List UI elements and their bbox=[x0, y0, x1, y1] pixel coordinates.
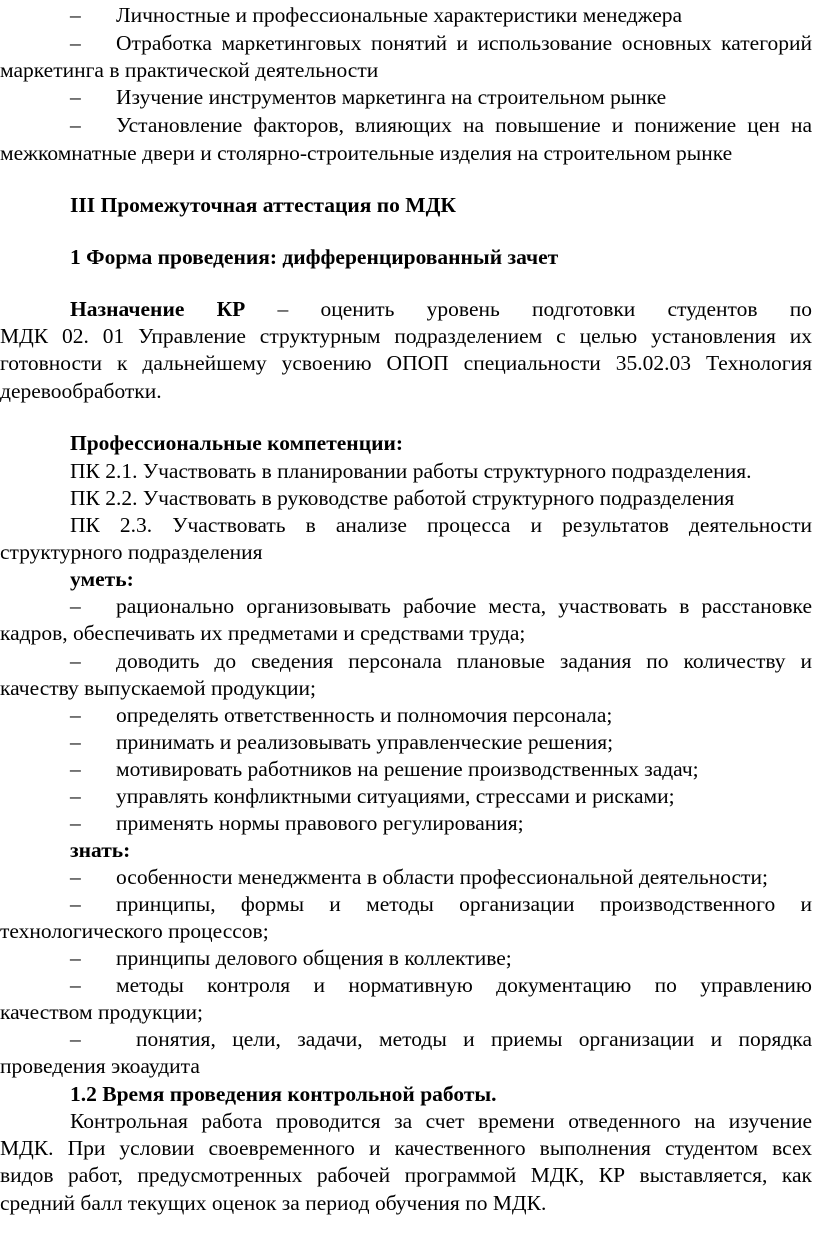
list-item bbox=[0, 891, 816, 918]
form-heading: 1 Форма проведения: дифференцированный зачет bbox=[70, 245, 559, 269]
list-item-text: Личностные и профессиональные характеристики менеджера bbox=[116, 3, 683, 27]
list-item bbox=[0, 648, 816, 675]
list-item bbox=[0, 30, 816, 57]
dash-bullet: – bbox=[70, 784, 81, 808]
list-item-continuation: качеству выпускаемой продукции; bbox=[0, 676, 317, 700]
list-item bbox=[0, 729, 816, 756]
purpose-line: деревообработки. bbox=[0, 379, 162, 403]
list-item-text: особенности менеджмента в области профессиональной деятельности; bbox=[116, 865, 768, 889]
list-item-text: методы контроля и нормативную документацию по управлению bbox=[116, 973, 812, 997]
list-item-text: Установление факторов, влияющих на повышение и понижение цен на bbox=[116, 113, 812, 137]
competency-item-continuation: структурного подразделения bbox=[0, 540, 263, 564]
dash-bullet: – bbox=[70, 85, 81, 109]
time-paragraph-line: видов работ, предусмотренных рабочей программой МДК, КР выставляется, как bbox=[0, 1163, 812, 1187]
dash-bullet: – bbox=[70, 113, 81, 137]
section-heading: III Промежуточная аттестация по МДК bbox=[70, 193, 456, 217]
list-item-text: рационально организовывать рабочие места, участвовать в расстановке bbox=[116, 594, 812, 618]
time-paragraph-line: Контрольная работа проводится за счет времени отведенного на изучение bbox=[70, 1109, 812, 1133]
list-item-text: определять ответственность и полномочия персонала; bbox=[116, 703, 613, 727]
list-item bbox=[0, 84, 816, 111]
list-item bbox=[0, 593, 816, 620]
dash-bullet: – bbox=[70, 757, 81, 781]
skills-label: уметь: bbox=[70, 567, 134, 591]
time-heading: 1.2 Время проведения контрольной работы. bbox=[70, 1082, 497, 1106]
purpose-line: МДК 02. 01 Управление структурным подразделением с целью установления их bbox=[0, 324, 812, 348]
dash-bullet: – bbox=[70, 703, 81, 727]
dash-bullet: – bbox=[70, 973, 81, 997]
purpose-text: – оценить уровень подготовки студентов по bbox=[277, 297, 812, 321]
list-item-continuation: маркетинга в практической деятельности bbox=[0, 58, 379, 82]
dash-bullet: – bbox=[70, 730, 81, 754]
time-paragraph-line: средний балл текущих оценок за период обучения по МДК. bbox=[0, 1191, 547, 1215]
purpose-line bbox=[0, 296, 816, 323]
list-item-text: управлять конфликтными ситуациями, стрессами и рисками; bbox=[116, 784, 675, 808]
list-item-continuation: качеством продукции; bbox=[0, 1000, 203, 1024]
dash-bullet: – bbox=[70, 31, 81, 55]
competency-item: ПК 2.3. Участвовать в анализе процесса и результатов деятельности bbox=[70, 513, 812, 537]
dash-bullet: – bbox=[70, 649, 81, 673]
dash-bullet: – bbox=[70, 1027, 81, 1051]
dash-bullet: – bbox=[70, 946, 81, 970]
list-item-continuation: кадров, обеспечивать их предметами и средствами труда; bbox=[0, 621, 526, 645]
list-item bbox=[0, 972, 816, 999]
list-item bbox=[0, 864, 816, 891]
list-item bbox=[0, 1026, 816, 1053]
list-item bbox=[0, 112, 816, 139]
list-item-text: принимать и реализовывать управленческие решения; bbox=[116, 730, 614, 754]
knowledge-label: знать: bbox=[70, 838, 131, 862]
dash-bullet: – bbox=[70, 865, 81, 889]
list-item-continuation: межкомнатные двери и столярно-строительные изделия на строительном рынке bbox=[0, 141, 733, 165]
purpose-label: Назначение КР bbox=[70, 297, 246, 321]
list-item bbox=[0, 783, 816, 810]
list-item-continuation: технологического процессов; bbox=[0, 919, 269, 943]
list-item-continuation: проведения экоаудита bbox=[0, 1054, 200, 1078]
list-item-text: Отработка маркетинговых понятий и использование основных категорий bbox=[116, 31, 812, 55]
list-item-text: принципы делового общения в коллективе; bbox=[116, 946, 512, 970]
list-item-text: Изучение инструментов маркетинга на строительном рынке bbox=[116, 85, 667, 109]
list-item-text: принципы, формы и методы организации производственного и bbox=[116, 892, 812, 916]
list-item bbox=[0, 2, 816, 29]
list-item bbox=[0, 756, 816, 783]
dash-bullet: – bbox=[70, 3, 81, 27]
list-item-text: понятия, цели, задачи, методы и приемы организации и порядка bbox=[136, 1027, 812, 1051]
competency-item: ПК 2.2. Участвовать в руководстве работой структурного подразделения bbox=[70, 486, 735, 510]
list-item-text: доводить до сведения персонала плановые задания по количеству и bbox=[116, 649, 812, 673]
purpose-line: готовности к дальнейшему усвоению ОПОП специальности 35.02.03 Технология bbox=[0, 351, 812, 375]
list-item-text: мотивировать работников на решение производственных задач; bbox=[116, 757, 699, 781]
list-item bbox=[0, 810, 816, 837]
dash-bullet: – bbox=[70, 811, 81, 835]
dash-bullet: – bbox=[70, 892, 81, 916]
list-item bbox=[0, 945, 816, 972]
list-item-text: применять нормы правового регулирования; bbox=[116, 811, 524, 835]
dash-bullet: – bbox=[70, 594, 81, 618]
time-paragraph-line: МДК. При условии своевременного и качественного выполнения студентом всех bbox=[0, 1136, 812, 1160]
list-item bbox=[0, 702, 816, 729]
competency-item: ПК 2.1. Участвовать в планировании работы структурного подразделения. bbox=[70, 459, 752, 483]
competencies-heading: Профессиональные компетенции: bbox=[70, 431, 404, 455]
